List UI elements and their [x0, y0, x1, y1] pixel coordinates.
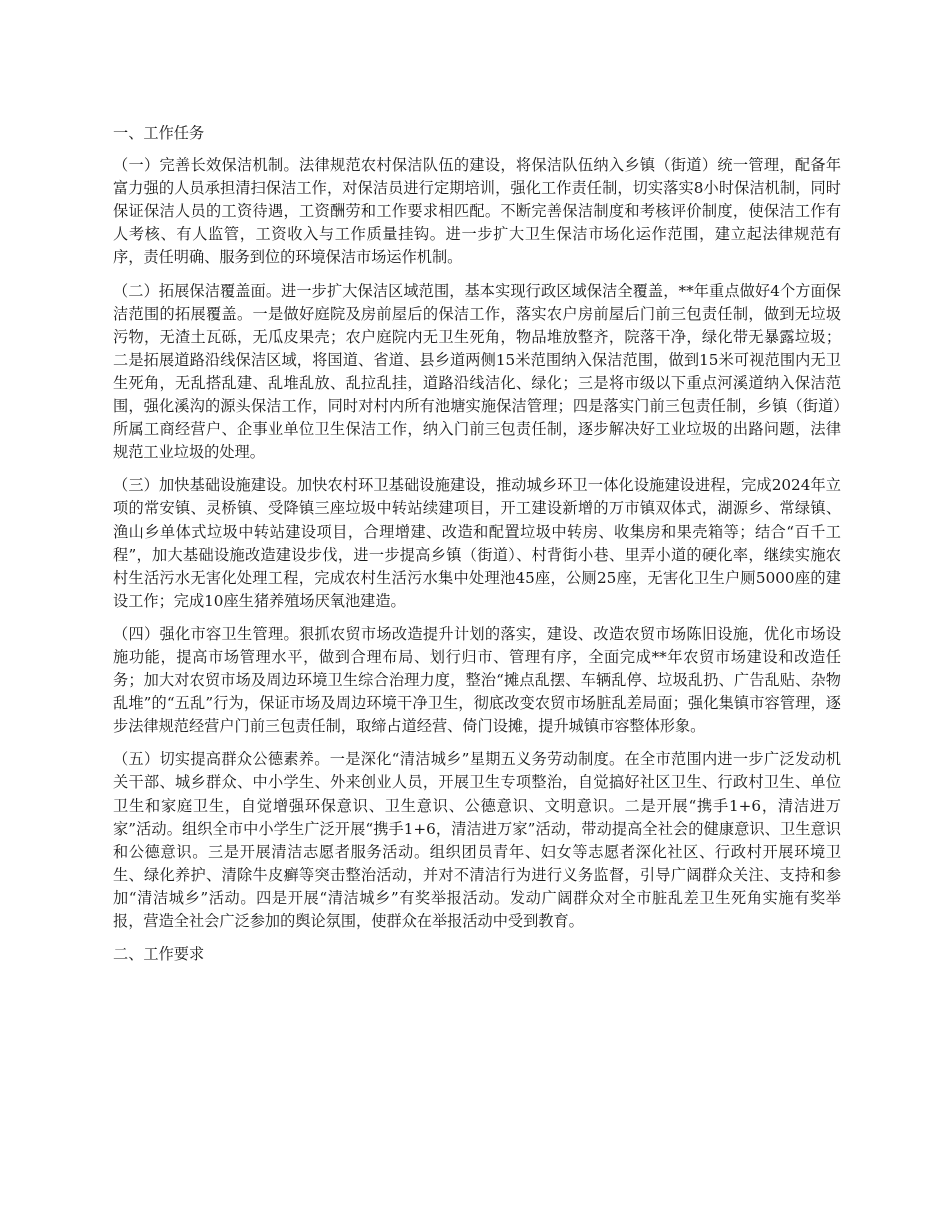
- paragraph-4: （四）强化市容卫生管理。狠抓农贸市场改造提升计划的落实，建设、改造农贸市场陈旧设施，优化市场设施功能，提高市场管理水平，做到合理布局、划行归市、管理有序，全面完成**年农贸市场建设和改造任务；加大对农贸市场及周边环境卫生综合治理力度，整治“摊点乱摆、车辆乱停、垃圾乱扔、广告乱贴、杂物乱堆”的“五乱”行为，保证市场及周边环境干净卫生，彻底改变农贸市场脏乱差局面；强化集镇市容管理，逐步法律规范经营户门前三包责任制，取缔占道经营、倚门设摊，提升城镇市容整体形象。: [113, 624, 841, 736]
- section-heading-2: 二、工作要求: [113, 945, 205, 964]
- section-heading-1: 一、工作任务: [113, 124, 205, 142]
- paragraph-5: （五）切实提高群众公德素养。一是深化“清洁城乡”星期五义务劳动制度。在全市范围内进一步广泛发动机关干部、城乡群众、中小学生、外来创业人员，开展卫生专项整治，自觉搞好社区卫生、行政村卫生、单位卫生和家庭卫生，自觉增强环保意识、卫生意识、公德意识、文明意识。二是开展“携手1+6，清洁进万家”活动。组织全市中小学生广泛开展“携手1+6，清洁进万家”活动，带动提高全社会的健康意识、卫生意识和公德意识。三是开展清洁志愿者服务活动。组织团员青年、妇女等志愿者深化社区、行政村开展环境卫生、绿化养护、清除牛皮癣等突击整治活动，并对不清洁行为进行义务监督，引导广阔群众关注、支持和参加“清洁城乡”活动。四是开展“清洁城乡”有奖举报活动。发动广阔群众对全市脏乱差卫生死角实施有奖举报，营造全社会广泛参加的舆论氛围，使群众在举报活动中受到教育。: [113, 750, 841, 930]
- paragraph-2: （二）拓展保洁覆盖面。进一步扩大保洁区域范围，基本实现行政区域保洁全覆盖，**年重点做好4个方面保洁范围的拓展覆盖。一是做好庭院及房前屋后的保洁工作，落实农户房前屋后门前三包责任制，做到无垃圾污物，无渣土瓦砾，无瓜皮果壳；农户庭院内无卫生死角，物品堆放整齐，院落干净，绿化带无暴露垃圾；二是拓展道路沿线保洁区域，将国道、省道、县乡道两侧15米范围纳入保洁范围，做到15米可视范围内无卫生死角，无乱搭乱建、乱堆乱放、乱拉乱挂，道路沿线洁化、绿化；三是将市级以下重点河溪道纳入保洁范围，强化溪沟的源头保洁工作，同时对村内所有池塘实施保洁管理；四是落实门前三包责任制，乡镇（街道）所属工商经营户、企事业单位卫生保洁工作，纳入门前三包责任制，逐步解决好工业垃圾的出路问题，法律规范工业垃圾的处理。: [113, 281, 841, 462]
- paragraph-3: （三）加快基础设施建设。加快农村环卫基础设施建设，推动城乡环卫一体化设施建设进程，完成2024年立项的常安镇、灵桥镇、受降镇三座垃圾中转站续建项目，开工建设新增的万市镇双体式，湖源乡、常绿镇、渔山乡单体式垃圾中转站建设项目，合理增建、改造和配置垃圾中转房、收集房和果壳箱等；结合“百千工程”，加大基础设施改造建设步伐，进一步提高乡镇（街道）、村背街小巷、里弄小道的硬化率，继续实施农村生活污水无害化处理工程，完成农村生活污水集中处理池45座，公厕25座，无害化卫生户厕5000座的建设工作；完成10座生猪养殖场厌氧池建造。: [113, 476, 841, 610]
- document-body: [113, 122, 841, 975]
- paragraph-1: （一）完善长效保洁机制。法律规范农村保洁队伍的建设，将保洁队伍纳入乡镇（街道）统一管理，配备年富力强的人员承担清扫保洁工作，对保洁员进行定期培训，强化工作责任制，切实落实8小时保洁机制，同时保证保洁人员的工资待遇，工资酬劳和工作要求相匹配。不断完善保洁制度和考核评价制度，使保洁工作有人考核、有人监管，工资收入与工作质量挂钩。进一步扩大卫生保洁市场化运作范围，建立起法律规范有序，责任明确、服务到位的环境保洁市场运作机制。: [113, 156, 841, 267]
